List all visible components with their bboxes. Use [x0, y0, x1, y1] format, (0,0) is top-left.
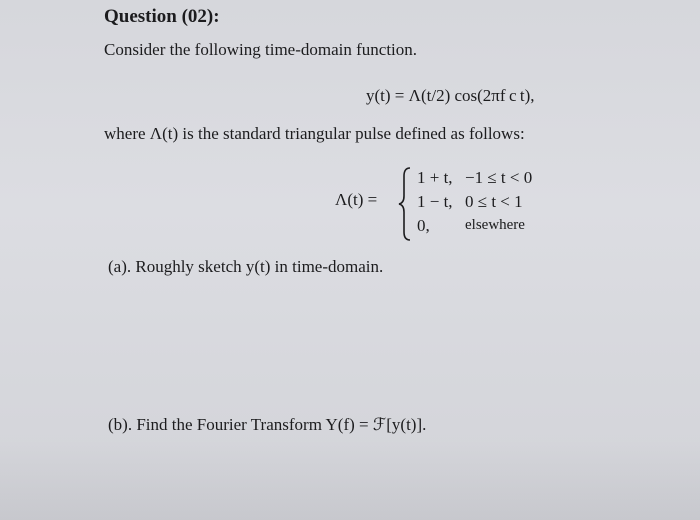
piecewise-row	[417, 192, 597, 216]
piecewise-expr: 1 − t,	[417, 192, 453, 211]
piecewise-expr: 0,	[417, 216, 430, 235]
piecewise-row	[417, 168, 597, 192]
left-brace-icon	[397, 166, 413, 242]
piecewise-cond: −1 ≤ t < 0	[465, 168, 533, 187]
piecewise-expr: 1 + t,	[417, 168, 453, 187]
part-a-prompt: (a). Roughly sketch y(t) in time-domain.	[108, 257, 384, 276]
where-text: where Λ(t) is the standard triangular pulse defined as follows:	[104, 124, 525, 143]
piecewise-cond: elsewhere	[465, 217, 525, 233]
main-equation: y(t) = Λ(t/2) cos(2πf c t),	[366, 86, 535, 105]
piecewise-row	[417, 216, 597, 240]
part-b-prompt: (b). Find the Fourier Transform Y(f) = ℱ[y(t)].	[108, 415, 427, 434]
paper-shadow	[0, 440, 700, 520]
question-title: Question (02):	[104, 6, 220, 27]
piecewise-cond: 0 ≤ t < 1	[465, 192, 523, 211]
piecewise-lhs: Λ(t) =	[335, 190, 378, 209]
piecewise-definition	[335, 164, 575, 244]
question-intro: Consider the following time-domain function.	[104, 40, 418, 59]
